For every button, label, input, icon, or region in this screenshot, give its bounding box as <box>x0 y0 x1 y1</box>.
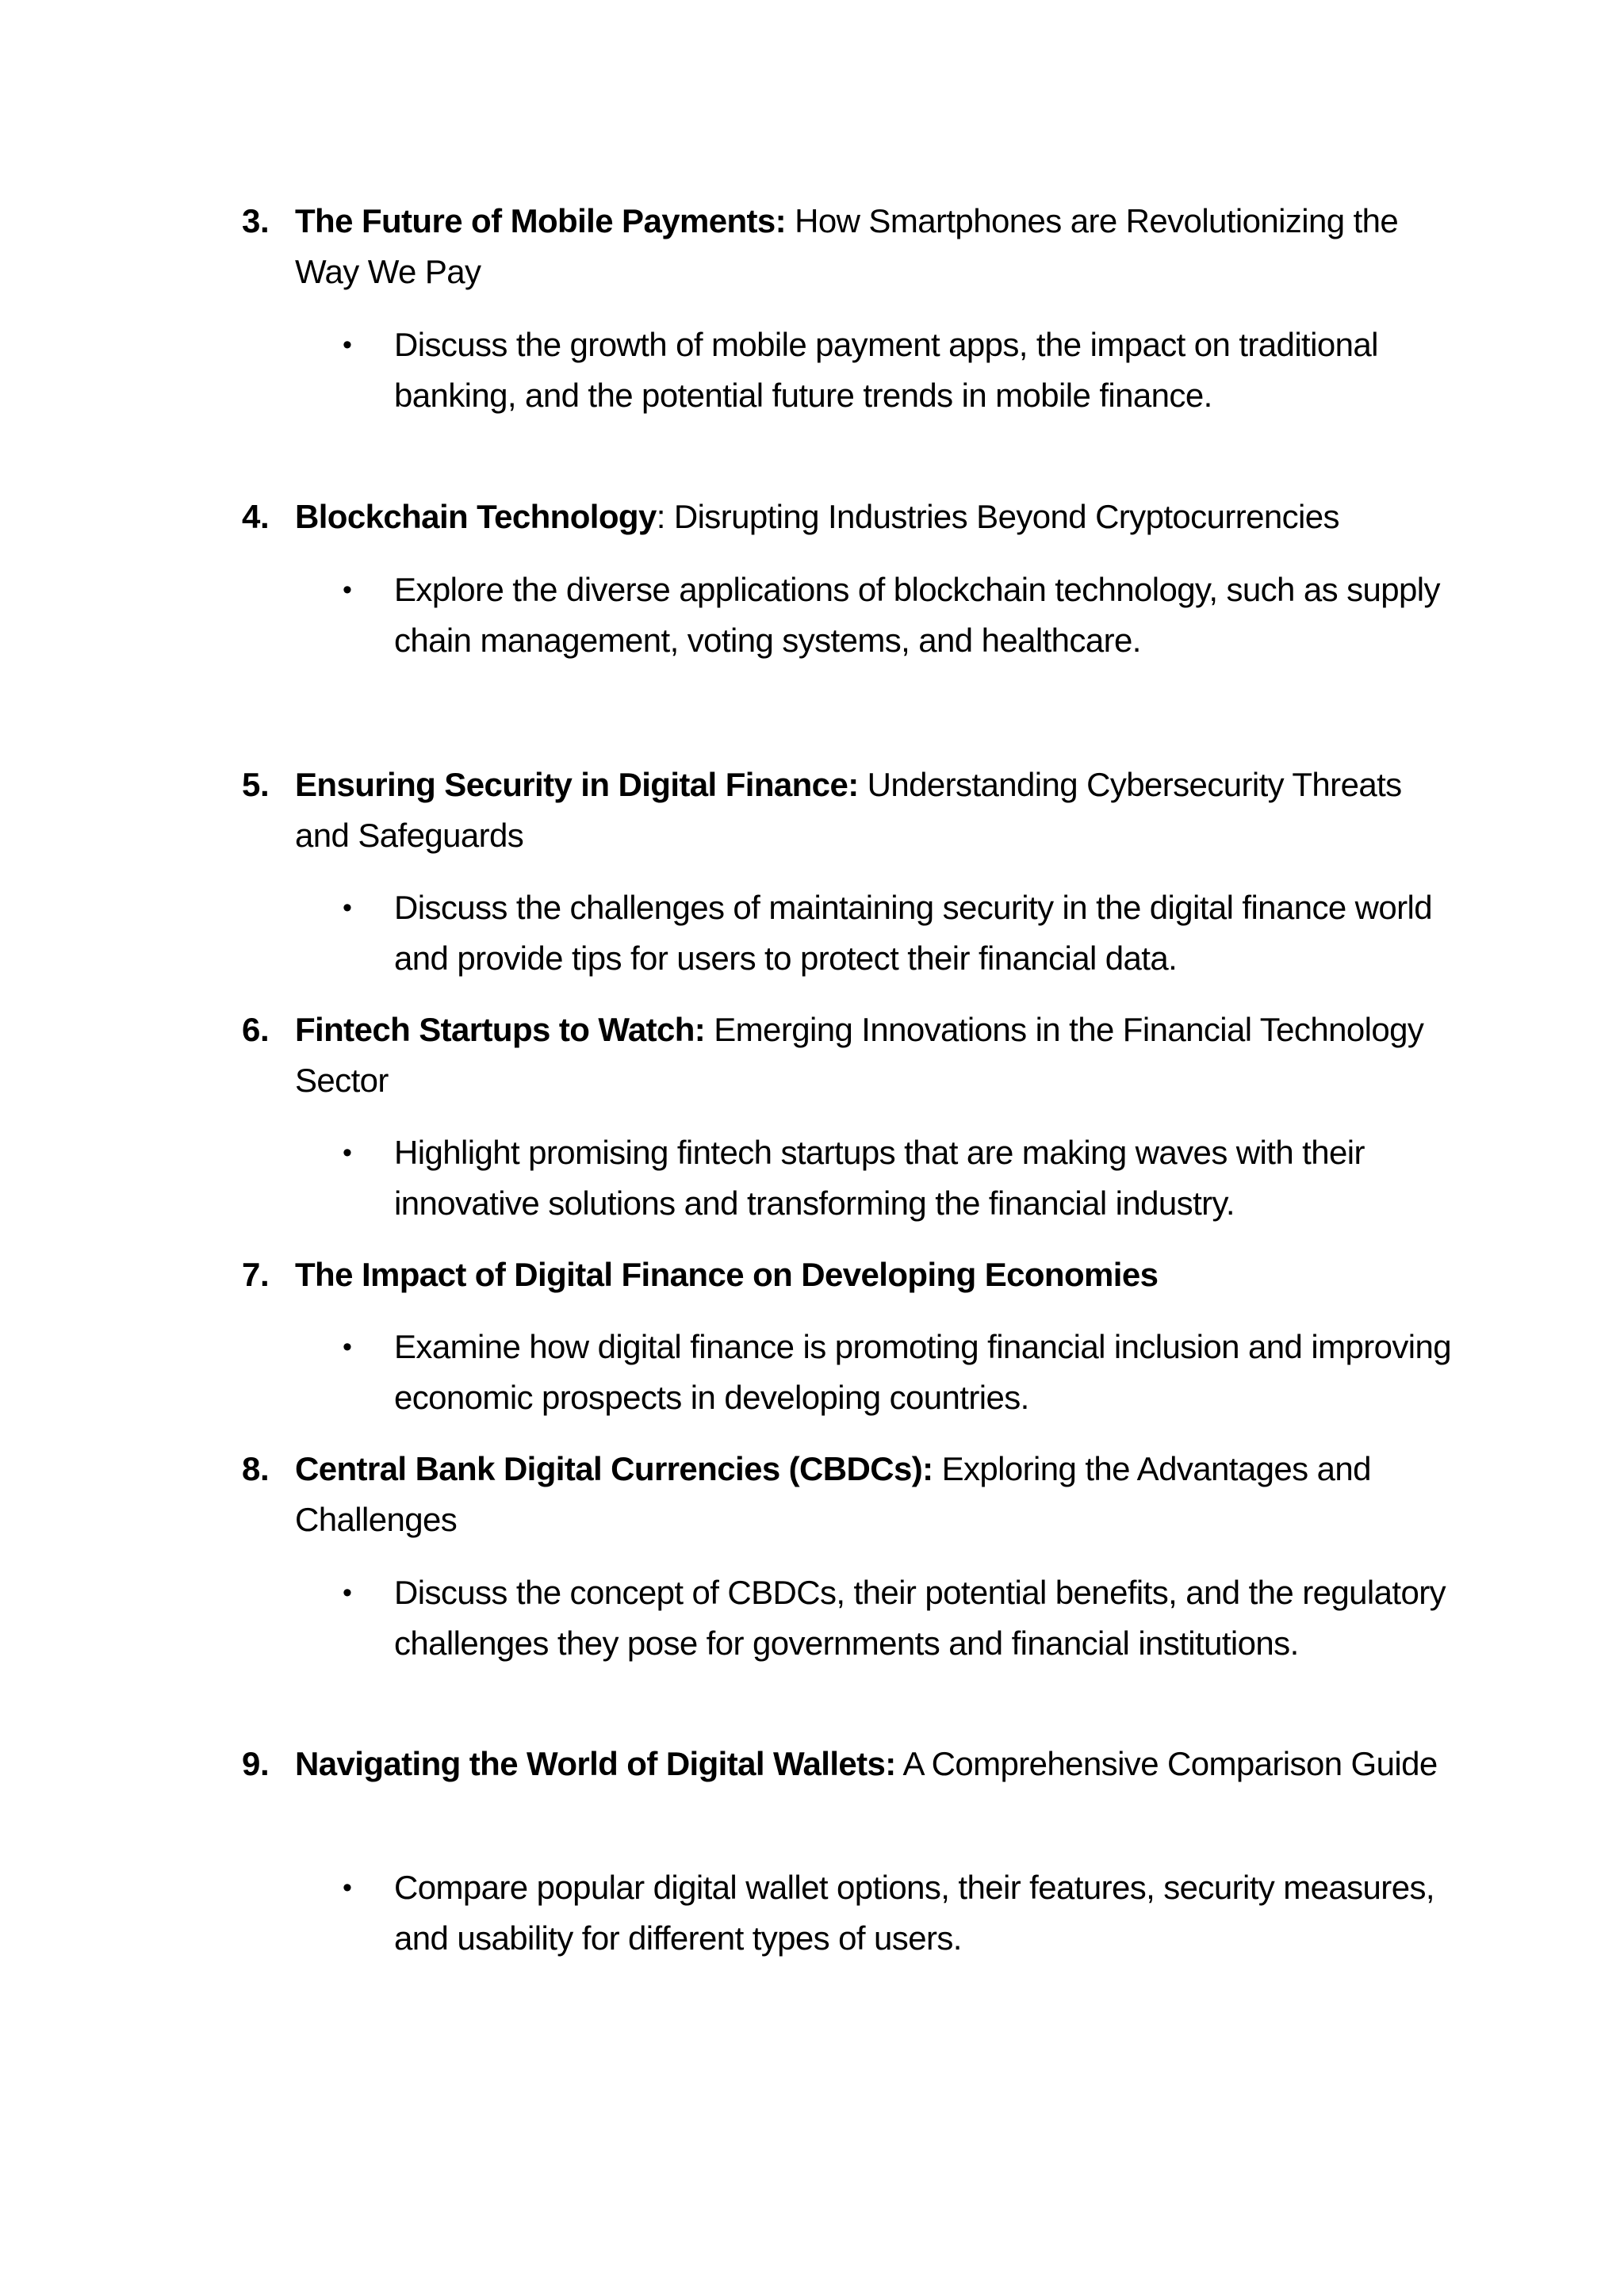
bullet-icon: • <box>343 330 352 360</box>
bullet-text: Explore the diverse applications of blockchain technology, such as supply chain management, voting systems, and healthcare. <box>394 571 1440 659</box>
item-title: Navigating the World of Digital Wallets: <box>295 1745 896 1782</box>
item-number: 7. <box>242 1256 270 1293</box>
bullet-text: Compare popular digital wallet options, their features, security measures, and usability for different types of users. <box>394 1869 1434 1957</box>
bullet-text: Discuss the growth of mobile payment apps, the impact on traditional banking, and the potential future trends in mobile finance. <box>394 326 1378 414</box>
item-number: 5. <box>242 766 270 803</box>
item-title: The Impact of Digital Finance on Developing Economies <box>295 1256 1159 1293</box>
item-heading <box>295 760 1445 861</box>
item-heading <box>295 1004 1445 1106</box>
bullet-text: Discuss the challenges of maintaining security in the digital finance world and provide tips for users to protect their financial data. <box>394 889 1433 977</box>
bullet-icon: • <box>343 1138 352 1168</box>
item-title: Fintech Startups to Watch: <box>295 1011 706 1048</box>
bullet-icon: • <box>343 1873 352 1903</box>
item-heading <box>295 1444 1445 1545</box>
item-title: The Future of Mobile Payments: <box>295 202 787 239</box>
item-title: Central Bank Digital Currencies (CBDCs): <box>295 1450 933 1487</box>
item-subtitle: A Comprehensive Comparison Guide <box>895 1745 1438 1782</box>
bullet-text: Examine how digital finance is promoting financial inclusion and improving economic prospects in developing countries. <box>394 1328 1452 1416</box>
item-subtitle: Emerging Innovations in the Financial Technology Sector <box>295 1011 1424 1099</box>
item-number: 4. <box>242 498 270 535</box>
item-number: 6. <box>242 1011 270 1048</box>
bullet-text: Discuss the concept of CBDCs, their potential benefits, and the regulatory challenges they pose for governments and financial institutions. <box>394 1574 1446 1662</box>
item-title: Blockchain Technology <box>295 498 657 535</box>
item-subtitle: How Smartphones are Revolutionizing the Way We Pay <box>295 202 1399 290</box>
item-number: 8. <box>242 1450 270 1487</box>
item-heading <box>295 196 1445 297</box>
item-subtitle: Understanding Cybersecurity Threats and Safeguards <box>295 766 1402 854</box>
item-subtitle: : Disrupting Industries Beyond Cryptocurrencies <box>656 498 1339 535</box>
item-number: 9. <box>242 1745 270 1782</box>
bullet-icon: • <box>343 1332 352 1362</box>
bullet-text: Highlight promising fintech startups that are making waves with their innovative solutions and transforming the financial industry. <box>394 1134 1365 1222</box>
item-number: 3. <box>242 202 270 239</box>
bullet-icon: • <box>343 893 352 923</box>
bullet-icon: • <box>343 575 352 605</box>
item-heading <box>295 1739 1445 1789</box>
item-title: Ensuring Security in Digital Finance: <box>295 766 859 803</box>
item-subtitle: Exploring the Advantages and Challenges <box>295 1450 1371 1538</box>
item-heading <box>295 1249 1445 1300</box>
item-heading <box>295 492 1445 542</box>
bullet-icon: • <box>343 1578 352 1608</box>
